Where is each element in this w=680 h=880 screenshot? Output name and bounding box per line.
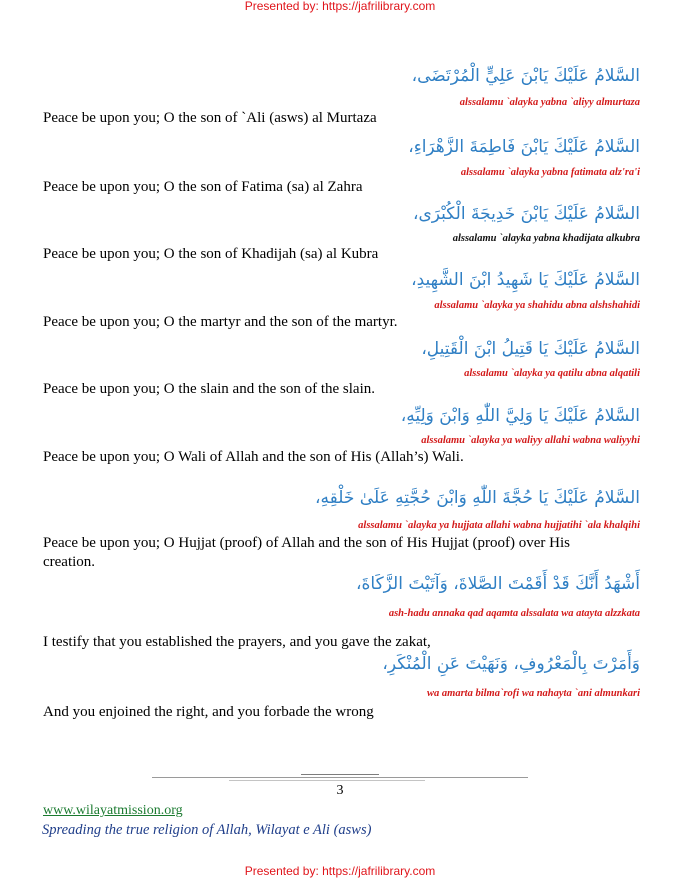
presented-by-header[interactable]: Presented by: https://jafrilibrary.com bbox=[244, 0, 436, 13]
arabic-verse-1: السَّلامُ عَلَيْكَ يَابْنَ عَلِيٍّ الْمُرْتَضَى، bbox=[411, 66, 640, 86]
presented-by-footer[interactable]: Presented by: https://jafrilibrary.com bbox=[244, 864, 436, 878]
translation-7: Peace be upon you; O Hujjat (proof) of Allah and the son of His Hujjat (proof) over His creation. bbox=[43, 535, 570, 570]
transliteration-2: alssalamu `alayka yabna fatimata alz'ra'i bbox=[460, 167, 640, 178]
footer-divider-secondary bbox=[229, 780, 425, 781]
arabic-verse-7: السَّلامُ عَلَيْكَ يَا حُجَّةَ اللّٰهِ وَابْنَ حُجَّتِهِ عَلَىٰ خَلْقِهِ، bbox=[315, 488, 640, 508]
arabic-verse-2: السَّلامُ عَلَيْكَ يَابْنَ فَاطِمَةَ الزَّهْرَاءِ، bbox=[408, 137, 640, 157]
arabic-verse-5: السَّلامُ عَلَيْكَ يَا قَتِيلُ ابْنَ الْقَتِيلِ، bbox=[421, 339, 640, 359]
transliteration-6: alssalamu `alayka ya waliyy allahi wabna waliyyhi bbox=[421, 435, 640, 446]
arabic-verse-6: السَّلامُ عَلَيْكَ يَا وَلِيَّ اللّٰهِ وَابْنَ وَلِيِّهِ، bbox=[400, 406, 640, 426]
arabic-verse-4: السَّلامُ عَلَيْكَ يَا شَهِيدُ ابْنَ الشَّهِيدِ، bbox=[411, 270, 640, 290]
page-number: 3 bbox=[336, 783, 344, 798]
arabic-verse-3: السَّلامُ عَلَيْكَ يَابْنَ خَدِيجَةَ الْكُبْرَى، bbox=[412, 204, 640, 224]
transliteration-5: alssalamu `alayka ya qatilu abna alqatili bbox=[464, 368, 640, 379]
translation-8: I testify that you established the prayers, and you gave the zakat, bbox=[43, 634, 431, 650]
translation-2: Peace be upon you; O the son of Fatima (sa) al Zahra bbox=[43, 179, 363, 195]
footer-divider bbox=[152, 777, 528, 778]
transliteration-1: alssalamu `alayka yabna `aliyy almurtaza bbox=[459, 97, 640, 108]
translation-1: Peace be upon you; O the son of `Ali (asws) al Murtaza bbox=[43, 110, 377, 126]
footer-tagline: Spreading the true religion of Allah, Wilayat e Ali (asws) bbox=[42, 822, 372, 838]
arabic-verse-8: أَشْهَدُ أَنَّكَ قَدْ أَقَمْتَ الصَّلاةَ، وَآتَيْتَ الزَّكَاةَ، bbox=[356, 574, 640, 594]
translation-3: Peace be upon you; O the son of Khadijah (sa) al Kubra bbox=[43, 246, 379, 262]
transliteration-7: alssalamu `alayka ya hujjata allahi wabna hujjatihi `ala khalqihi bbox=[358, 520, 640, 531]
transliteration-9: wa amarta bilma`rofi wa nahayta `ani almunkari bbox=[427, 688, 640, 699]
arabic-verse-9: وَأَمَرْتَ بِالْمَعْرُوفِ، وَنَهَيْتَ عَنِ الْمُنْكَرِ، bbox=[382, 654, 640, 674]
footer-divider-short bbox=[301, 774, 379, 775]
translation-4: Peace be upon you; O the martyr and the son of the martyr. bbox=[43, 314, 398, 330]
transliteration-8: ash-hadu annaka qad aqamta alssalata wa atayta alzzkata bbox=[388, 608, 640, 619]
website-link[interactable]: www.wilayatmission.org bbox=[43, 803, 183, 818]
transliteration-4: alssalamu `alayka ya shahidu abna alshshahidi bbox=[434, 300, 640, 311]
transliteration-3: alssalamu `alayka yabna khadijata alkubra bbox=[452, 233, 640, 244]
translation-5: Peace be upon you; O the slain and the son of the slain. bbox=[43, 381, 376, 397]
translation-9: And you enjoined the right, and you forbade the wrong bbox=[43, 704, 374, 720]
translation-6: Peace be upon you; O Wali of Allah and the son of His (Allah’s) Wali. bbox=[43, 449, 464, 465]
